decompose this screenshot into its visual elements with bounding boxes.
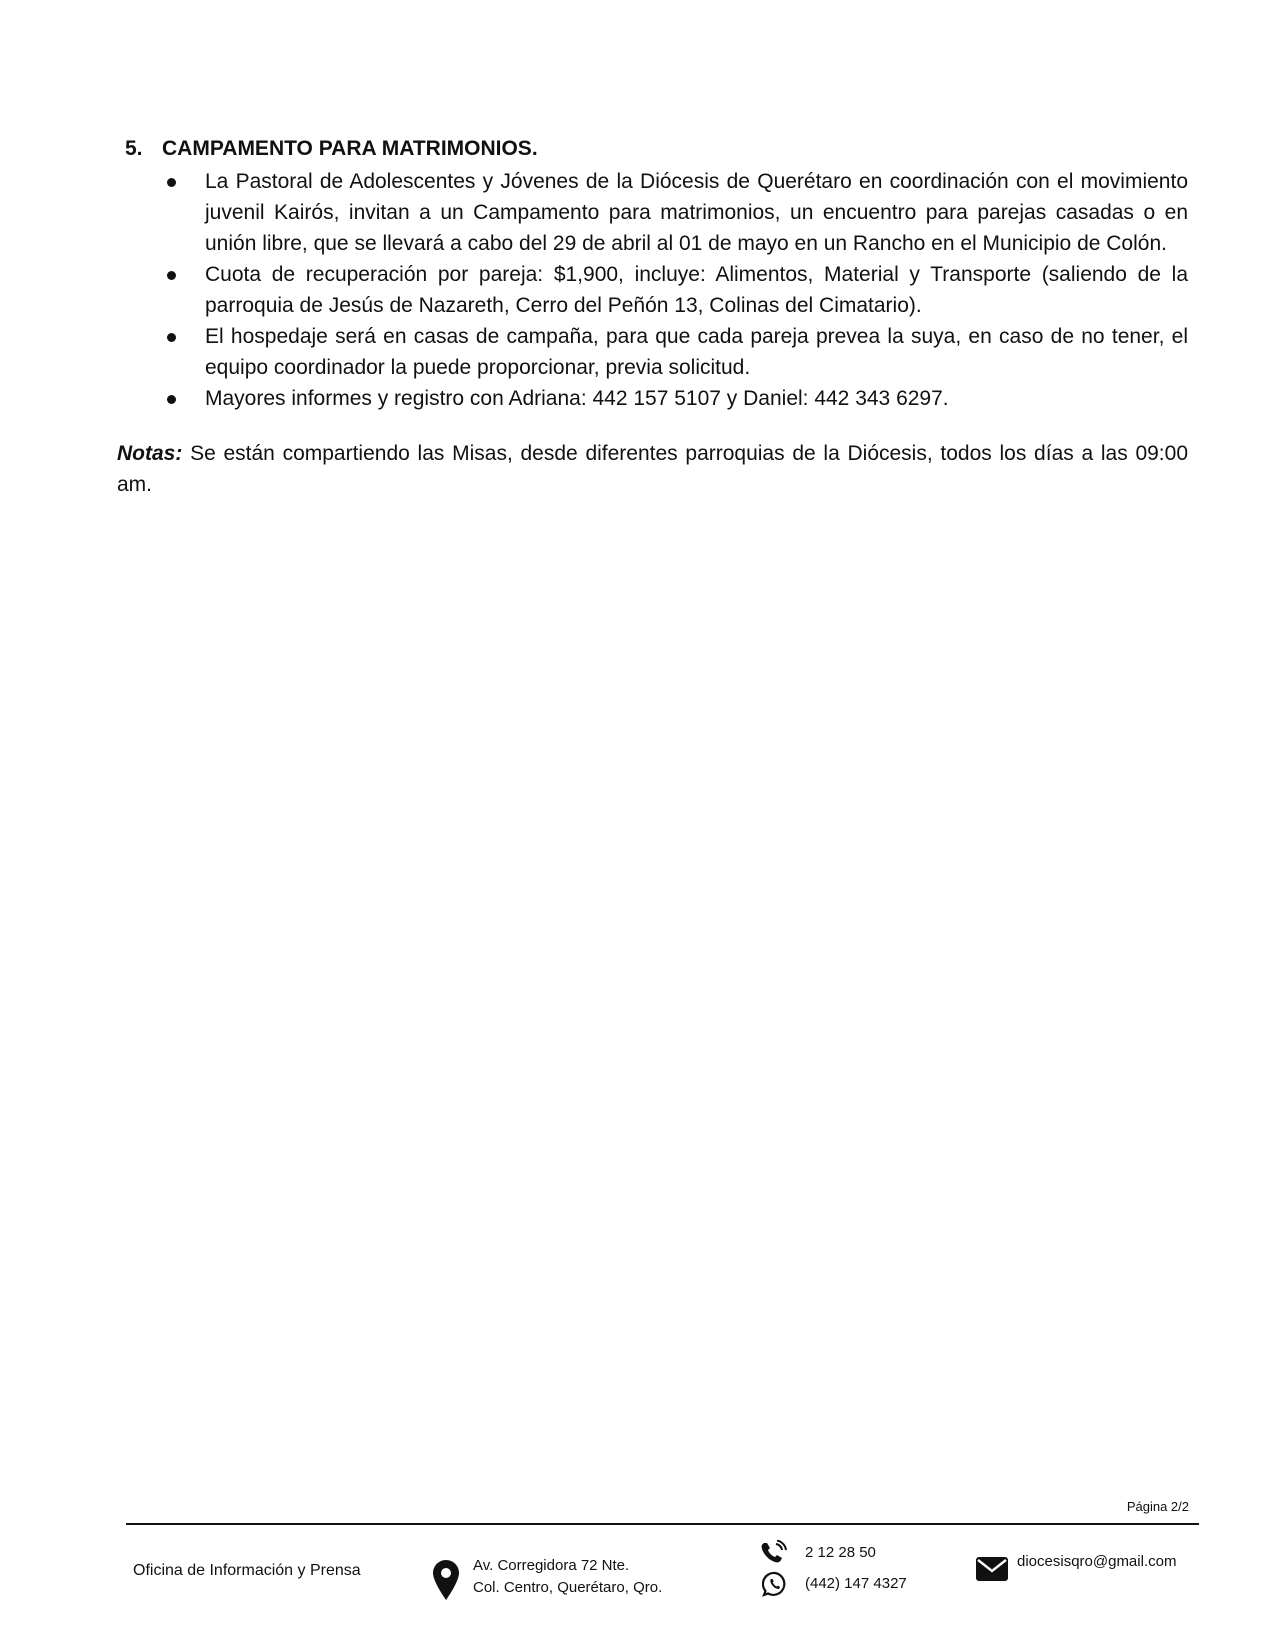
- location-pin-icon: [433, 1560, 459, 1604]
- address: [473, 1555, 662, 1599]
- list-item: El hospedaje será en casas de campaña, para que cada pareja prevea la suya, en caso de no tener, el equipo coordinador la puede proporcionar, previa solicitud.: [205, 321, 1188, 383]
- section-number: 5.: [125, 137, 143, 160]
- envelope-icon: [976, 1557, 1008, 1585]
- list-item: La Pastoral de Adolescentes y Jóvenes de la Diócesis de Querétaro en coordinación con el movimiento juvenil Kairós, invitan a un Campamento para matrimonios, un encuentro para parejas casadas o en unión libre, que se llevará a cabo del 29 de abril al 01 de mayo en un Rancho en el Municipio de Colón.: [205, 166, 1188, 259]
- notes-label: Notas:: [117, 442, 183, 465]
- address-line-2: Col. Centro, Querétaro, Qro.: [473, 1579, 663, 1596]
- address-line-1: Av. Corregidora 72 Nte.: [473, 1557, 630, 1574]
- list-item: Mayores informes y registro con Adriana: 442 157 5107 y Daniel: 442 343 6297.: [205, 383, 1188, 414]
- notes-paragraph: [117, 438, 1188, 500]
- bullet-icon: [167, 178, 176, 187]
- phone-icon: [760, 1540, 788, 1570]
- phone-number: 2 12 28 50: [805, 1544, 876, 1561]
- footer-divider: [126, 1523, 1199, 1525]
- document-body: [117, 134, 1188, 521]
- office-name: Oficina de Información y Prensa: [133, 1562, 361, 1579]
- bullet-icon: [167, 395, 176, 404]
- whatsapp-icon: [762, 1571, 788, 1601]
- bullet-icon: [167, 333, 176, 342]
- notes-text: Se están compartiendo las Misas, desde diferentes parroquias de la Diócesis, todos los días a las 09:00 am.: [117, 442, 1188, 496]
- page-number: Página 2/2: [1126, 1499, 1189, 1514]
- list-item: Cuota de recuperación por pareja: $1,900, incluye: Alimentos, Material y Transporte (saliendo de la parroquia de Jesús de Nazareth, Cerro del Peñón 13, Colinas del Cimatario).: [205, 259, 1188, 321]
- section-heading: [125, 134, 1188, 164]
- whatsapp-number: (442) 147 4327: [805, 1575, 907, 1592]
- section-title: CAMPAMENTO PARA MATRIMONIOS.: [162, 137, 538, 160]
- email-address: diocesisqro@gmail.com: [1017, 1553, 1177, 1570]
- bullet-icon: [167, 271, 176, 280]
- bullet-list: [117, 166, 1188, 414]
- footer: [0, 1530, 1275, 1630]
